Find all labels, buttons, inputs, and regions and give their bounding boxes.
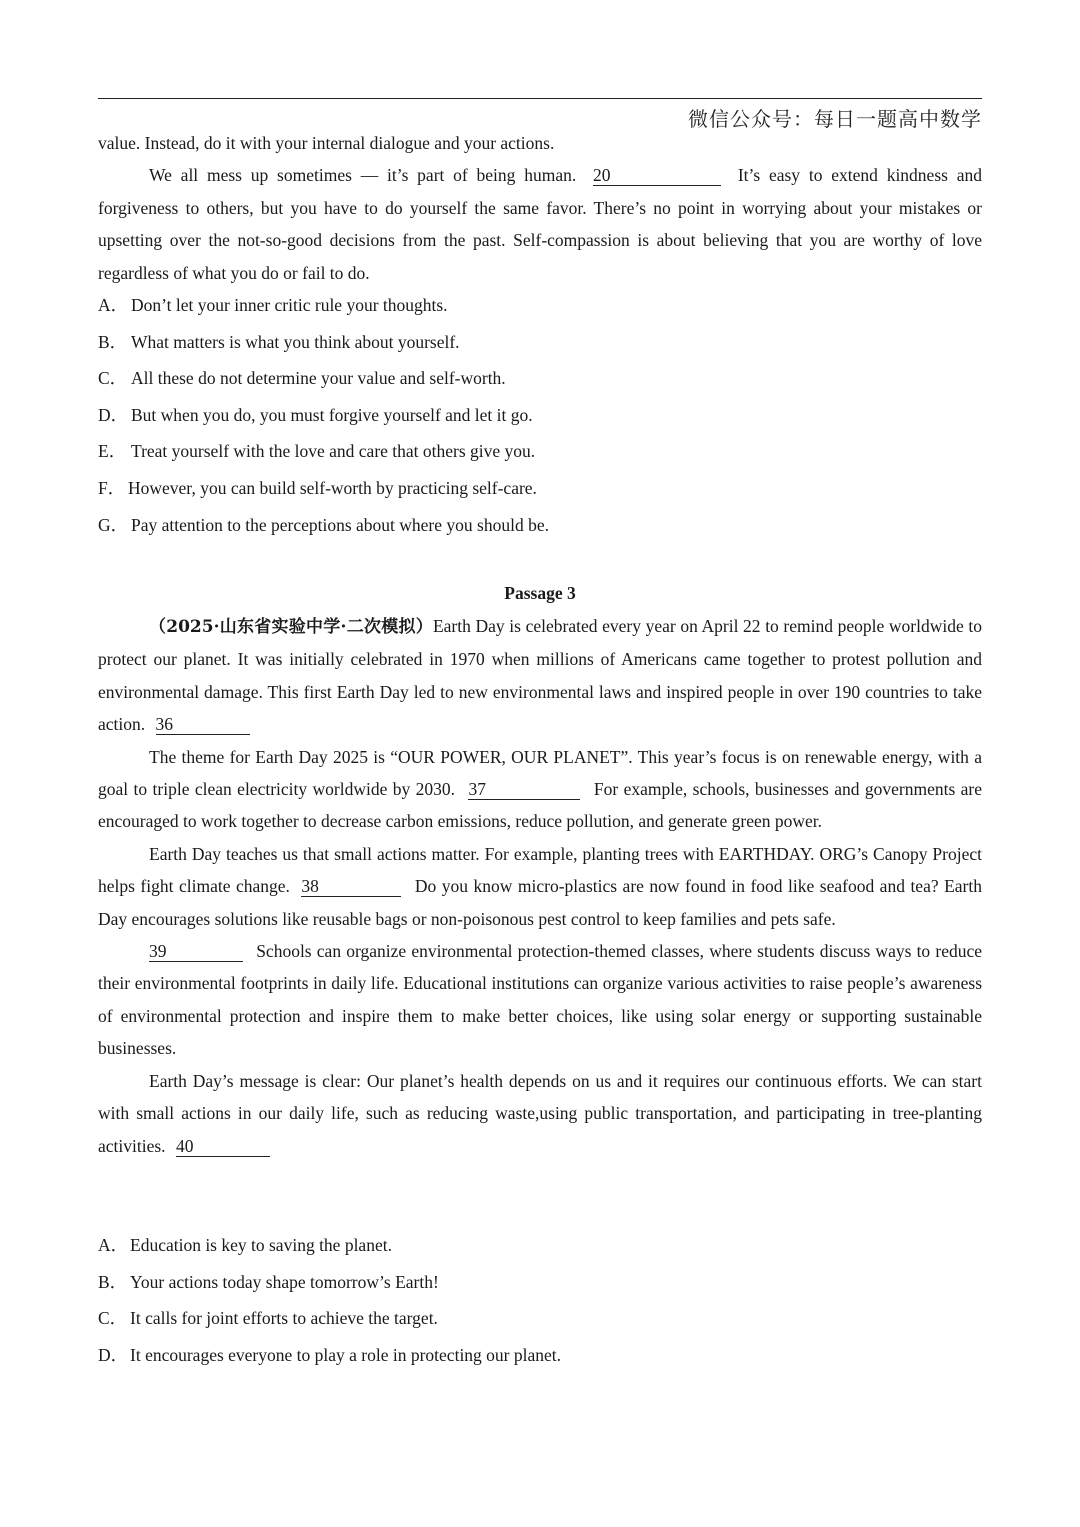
text: Earth Day’s message is clear: Our planet’s health depends on us and it requires our continuous efforts. We can start with small actions in our daily life, such as reducing waste,using public transportation, and participating in tree-planting activities.: [98, 1070, 982, 1156]
option-c: [98, 1300, 982, 1337]
text: The theme for Earth Day 2025 is “OUR POWER, OUR PLANET”. This year’s focus is on renewable energy, with a goal to triple clean electricity worldwide by 2030.: [98, 746, 982, 800]
option-letter: D．: [98, 1344, 129, 1365]
paragraph: [98, 159, 982, 289]
header-rule: [98, 98, 982, 99]
option-text: It encourages everyone to play a role in protecting our planet.: [130, 1344, 562, 1365]
paragraph-5: [98, 1065, 982, 1162]
paragraph-4: [98, 935, 982, 1065]
paragraph-1: [98, 610, 982, 741]
text: For example, schools, businesses and governments are encouraged to work together to decrease carbon emissions, reduce pollution, and generate green power.: [98, 779, 983, 832]
text: It’s easy to extend kindness and forgiveness to others, but you have to do yourself the same favor. There’s no point in worrying about your mistakes or upsetting over the not-so-good decisions from the past. Self-compassion is about believing that you are worthy of love regardless of what you do or fail to do.: [98, 165, 983, 283]
passage3-text: [98, 610, 982, 1162]
option-text: Education is key to saving the planet.: [130, 1235, 392, 1255]
option-letter: E．: [98, 441, 127, 462]
option-letter: B．: [98, 1271, 128, 1292]
option-letter: G．: [98, 514, 129, 535]
source-label: （2025·山东省实验中学·二次模拟）: [149, 617, 433, 637]
option-letter: B．: [98, 331, 128, 352]
option-g: [98, 507, 982, 544]
paragraph-2: [98, 741, 982, 838]
option-d: [98, 397, 982, 434]
option-a: [98, 1227, 982, 1264]
option-f: [98, 470, 982, 507]
passage-title: Passage 3: [504, 583, 576, 603]
option-text: Treat yourself with the love and care that others give you.: [131, 441, 536, 462]
passage2-text: [98, 127, 982, 289]
option-letter: C．: [98, 1308, 128, 1329]
option-text: What matters is what you think about yourself.: [131, 331, 460, 352]
text: Earth Day teaches us that small actions matter. For example, planting trees with EARTHDAY. ORG’s Canopy Project helps fight climate change.: [98, 843, 982, 897]
text: We all mess up sometimes — it’s part of being human.: [149, 165, 577, 186]
option-letter: C．: [98, 368, 128, 389]
option-b: [98, 1264, 982, 1301]
option-c: [98, 360, 982, 397]
text: Earth Day is celebrated every year on April 22 to remind people worldwide to protect our planet. It was initially celebrated in 1970 when millions of Americans came together to protest pollution and environmental damage. This first Earth Day led to new environmental laws and inspired people in over 190 countries to take action.: [98, 616, 982, 735]
blank-39: 39: [149, 941, 243, 962]
option-letter: D．: [98, 404, 129, 425]
option-letter: A．: [98, 1235, 129, 1255]
option-d: [98, 1337, 982, 1374]
blank-36: 36: [156, 714, 250, 735]
option-text: All these do not determine your value and self-worth.: [131, 368, 506, 389]
text: Do you know micro-plastics are now found in food like seafood and tea? Earth Day encourages solutions like reusable bags or non-poisonous pest control to keep families and pets safe.: [98, 876, 983, 929]
blank-37: 37: [468, 779, 580, 800]
paragraph-3: [98, 838, 982, 935]
option-text: But when you do, you must forgive yourself and let it go.: [131, 404, 533, 425]
option-text: Your actions today shape tomorrow’s Earth!: [130, 1271, 439, 1292]
header-watermark: 微信公众号：每日一题高中数学: [688, 107, 982, 131]
continued-line: value. Instead, do it with your internal dialogue and your actions.: [98, 133, 555, 153]
option-text: However, you can build self-worth by practicing self-care.: [128, 477, 537, 498]
blank-20: 20: [593, 165, 721, 186]
option-e: [98, 433, 982, 470]
option-a: [98, 287, 982, 324]
passage2-options: [98, 287, 982, 543]
option-text: Don’t let your inner critic rule your thoughts.: [131, 295, 448, 315]
text: Schools can organize environmental protection-themed classes, where students discuss ways to reduce their environmental footprints in daily life. Educational institutions can organize various activities to raise people’s awareness of environmental protection and inspire them to make better choices, like using solar energy or supporting sustainable businesses.: [98, 941, 982, 1059]
option-b: [98, 324, 982, 361]
blank-40: 40: [176, 1136, 270, 1157]
passage3-heading: [98, 577, 982, 609]
option-letter: F．: [98, 477, 126, 498]
blank-38: 38: [301, 876, 401, 897]
option-text: It calls for joint efforts to achieve the target.: [130, 1308, 438, 1329]
option-letter: A．: [98, 295, 129, 315]
option-text: Pay attention to the perceptions about where you should be.: [131, 514, 549, 535]
passage3-options: [98, 1227, 982, 1373]
